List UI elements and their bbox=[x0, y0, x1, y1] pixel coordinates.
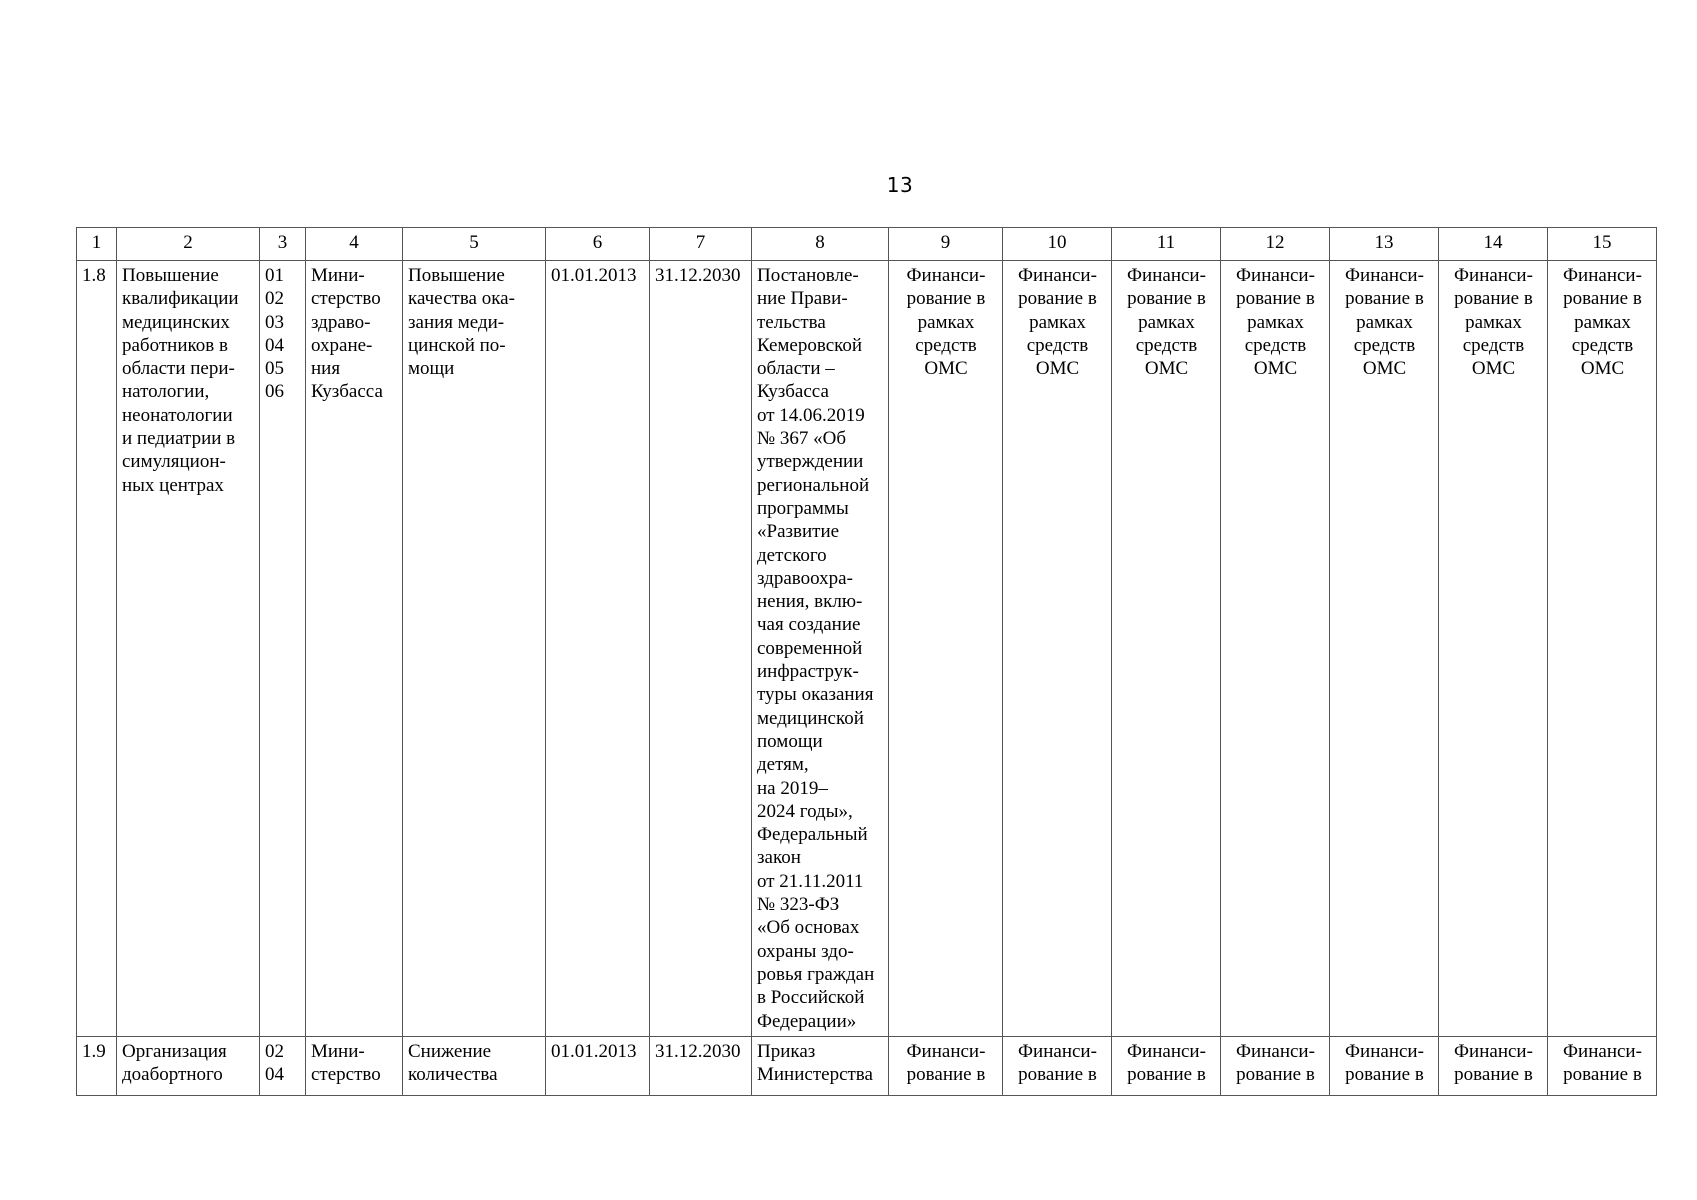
item-number: 1.9 bbox=[77, 1036, 117, 1095]
text-line: области – bbox=[757, 358, 835, 380]
item-funding-col14 bbox=[1439, 1036, 1548, 1095]
column-number: 8 bbox=[752, 228, 889, 261]
text-line: рование в bbox=[1454, 1064, 1533, 1086]
item-start-date: 01.01.2013 bbox=[546, 261, 650, 1037]
text-line: Мини- bbox=[311, 1040, 365, 1062]
text-line: Финанси- bbox=[1018, 1040, 1097, 1062]
column-number: 13 bbox=[1330, 228, 1439, 261]
text-line: чая создание bbox=[757, 614, 861, 636]
item-funding-col15 bbox=[1548, 261, 1657, 1037]
text-line: Снижение bbox=[408, 1040, 492, 1062]
text-line: рование в bbox=[1236, 1064, 1315, 1086]
text-line: Финанси- bbox=[906, 265, 986, 286]
item-codes bbox=[260, 1036, 306, 1095]
text-line: 01 bbox=[265, 265, 284, 286]
text-line: Постановле- bbox=[757, 265, 859, 286]
text-line: рование в bbox=[1454, 288, 1533, 310]
text-line: Финанси- bbox=[1127, 1040, 1206, 1062]
text-line: стерство bbox=[311, 288, 381, 310]
text-line: Федеральный bbox=[757, 824, 868, 846]
text-line: Повышение bbox=[122, 265, 219, 286]
text-line: ОМС bbox=[1362, 358, 1407, 380]
item-funding-col13 bbox=[1330, 1036, 1439, 1095]
text-line: 04 bbox=[265, 1064, 284, 1086]
text-line: программы bbox=[757, 497, 849, 519]
column-number: 14 bbox=[1439, 228, 1548, 261]
item-codes bbox=[260, 261, 306, 1037]
text-line: рование в bbox=[1563, 1064, 1642, 1086]
text-line: 04 bbox=[265, 334, 284, 356]
text-line: доабортного bbox=[122, 1064, 223, 1086]
column-number: 6 bbox=[546, 228, 650, 261]
text-line: 02 bbox=[265, 288, 284, 310]
text-line: № 367 «Об bbox=[757, 428, 847, 450]
text-line: неонатологии bbox=[122, 404, 233, 426]
column-number: 10 bbox=[1003, 228, 1112, 261]
column-number: 1 bbox=[77, 228, 117, 261]
text-line: Кузбасса bbox=[311, 381, 383, 403]
text-line: «Развитие bbox=[757, 521, 840, 543]
table-row bbox=[77, 261, 1657, 1037]
text-line: Кемеровской bbox=[757, 334, 863, 356]
column-number: 15 bbox=[1548, 228, 1657, 261]
text-line: рамках bbox=[1029, 311, 1086, 333]
text-line: рамках bbox=[1356, 311, 1413, 333]
column-number: 2 bbox=[117, 228, 260, 261]
text-line: тельства bbox=[757, 311, 826, 333]
item-funding-col12 bbox=[1221, 261, 1330, 1037]
item-funding-col11 bbox=[1112, 261, 1221, 1037]
item-funding-col11 bbox=[1112, 1036, 1221, 1095]
text-line: Организация bbox=[122, 1040, 227, 1062]
text-line: детям, bbox=[757, 754, 809, 776]
item-funding-col15 bbox=[1548, 1036, 1657, 1095]
item-legal-basis bbox=[752, 1036, 889, 1095]
text-line: качества ока- bbox=[408, 288, 515, 310]
text-line: средств bbox=[1135, 334, 1198, 356]
text-line: рамках bbox=[917, 311, 975, 333]
text-line: региональной bbox=[757, 474, 870, 496]
item-end-date: 31.12.2030 bbox=[650, 1036, 752, 1095]
text-line: квалификации bbox=[122, 288, 239, 310]
item-funding-col12 bbox=[1221, 1036, 1330, 1095]
item-funding-col9 bbox=[889, 261, 1003, 1037]
column-number: 9 bbox=[889, 228, 1003, 261]
text-line: ОМС bbox=[1580, 358, 1625, 380]
text-line: 02 bbox=[265, 1040, 284, 1062]
text-line: средств bbox=[915, 334, 977, 356]
text-line: средств bbox=[1353, 334, 1416, 356]
text-line: Министерства bbox=[757, 1064, 873, 1086]
text-line: на 2019– bbox=[757, 777, 828, 799]
text-line: рование в bbox=[1345, 288, 1424, 310]
text-line: Финанси- bbox=[1018, 265, 1097, 286]
text-line: охраны здо- bbox=[757, 940, 854, 962]
text-line: зания меди- bbox=[408, 311, 505, 333]
text-line: Финанси- bbox=[1127, 265, 1206, 286]
item-funding-col14 bbox=[1439, 261, 1548, 1037]
text-line: № 323-ФЗ bbox=[757, 894, 840, 916]
text-line: рование в bbox=[906, 288, 986, 310]
text-line: работников в bbox=[122, 334, 228, 356]
text-line: Финанси- bbox=[1563, 265, 1642, 286]
text-line: ОМС bbox=[1144, 358, 1189, 380]
text-line: рование в bbox=[1236, 288, 1315, 310]
item-executor bbox=[306, 1036, 403, 1095]
text-line: здравоохра- bbox=[757, 567, 853, 589]
item-expected-result bbox=[403, 261, 546, 1037]
text-line: ровья граждан bbox=[757, 963, 875, 985]
item-funding-col10 bbox=[1003, 1036, 1112, 1095]
text-line: ОМС bbox=[1035, 358, 1080, 380]
text-line: натологии, bbox=[122, 381, 210, 403]
text-line: «Об основах bbox=[757, 917, 860, 939]
text-line: от 14.06.2019 bbox=[757, 404, 865, 426]
text-line: Финанси- bbox=[1345, 1040, 1424, 1062]
text-line: стерство bbox=[311, 1064, 381, 1086]
page-number: 13 bbox=[886, 173, 914, 197]
text-line: Финанси- bbox=[1236, 265, 1315, 286]
text-line: медицинских bbox=[122, 311, 230, 333]
item-funding-col10 bbox=[1003, 261, 1112, 1037]
column-number: 5 bbox=[403, 228, 546, 261]
text-line: области пери- bbox=[122, 358, 235, 380]
text-line: 2024 годы», bbox=[757, 800, 853, 822]
text-line: 05 bbox=[265, 358, 284, 380]
text-line: рамках bbox=[1574, 311, 1631, 333]
text-line: современной bbox=[757, 637, 863, 659]
text-line: ния bbox=[311, 358, 341, 380]
text-line: рование в bbox=[1127, 288, 1206, 310]
text-line: Финанси- bbox=[1345, 265, 1424, 286]
item-end-date: 31.12.2030 bbox=[650, 261, 752, 1037]
text-line: Кузбасса bbox=[757, 381, 829, 403]
column-number-row bbox=[77, 228, 1657, 261]
text-line: цинской по- bbox=[408, 334, 506, 356]
column-number: 7 bbox=[650, 228, 752, 261]
text-line: рование в bbox=[1018, 1064, 1097, 1086]
item-legal-basis bbox=[752, 261, 889, 1037]
item-name bbox=[117, 1036, 260, 1095]
text-line: охране- bbox=[311, 334, 373, 356]
text-line: детского bbox=[757, 544, 827, 566]
text-line: помощи bbox=[757, 730, 823, 752]
text-line: и педиатрии в bbox=[122, 428, 236, 450]
program-table bbox=[76, 227, 1657, 1096]
text-line: средств bbox=[1244, 334, 1307, 356]
item-funding-col9 bbox=[889, 1036, 1003, 1095]
text-line: рамках bbox=[1138, 311, 1195, 333]
text-line: инфраструк- bbox=[757, 661, 859, 683]
text-line: Финанси- bbox=[1454, 1040, 1533, 1062]
text-line: рование в bbox=[1563, 288, 1642, 310]
text-line: Повышение bbox=[408, 265, 505, 286]
text-line: мощи bbox=[408, 358, 455, 380]
text-line: ние Прави- bbox=[757, 288, 848, 310]
text-line: ОМС bbox=[924, 358, 968, 380]
text-line: 06 bbox=[265, 381, 284, 403]
item-funding-col13 bbox=[1330, 261, 1439, 1037]
text-line: рамках bbox=[1465, 311, 1522, 333]
text-line: Приказ bbox=[757, 1040, 816, 1062]
text-line: от 21.11.2011 bbox=[757, 870, 864, 892]
text-line: туры оказания bbox=[757, 684, 874, 706]
text-line: Финанси- bbox=[1236, 1040, 1315, 1062]
text-line: симуляцион- bbox=[122, 451, 226, 473]
text-line: рование в bbox=[1127, 1064, 1206, 1086]
column-number: 12 bbox=[1221, 228, 1330, 261]
item-executor bbox=[306, 261, 403, 1037]
text-line: в Российской bbox=[757, 987, 865, 1009]
column-number: 11 bbox=[1112, 228, 1221, 261]
text-line: Финанси- bbox=[1454, 265, 1533, 286]
text-line: Федерации» bbox=[757, 1010, 857, 1032]
text-line: рование в bbox=[1018, 288, 1097, 310]
item-number: 1.8 bbox=[77, 261, 117, 1037]
item-name bbox=[117, 261, 260, 1037]
item-start-date: 01.01.2013 bbox=[546, 1036, 650, 1095]
text-line: ных центрах bbox=[122, 474, 224, 496]
text-line: ОМС bbox=[1471, 358, 1516, 380]
column-number: 4 bbox=[306, 228, 403, 261]
text-line: рамках bbox=[1247, 311, 1304, 333]
text-line: закон bbox=[757, 847, 801, 869]
text-line: медицинской bbox=[757, 707, 864, 729]
text-line: рование в bbox=[906, 1064, 986, 1086]
text-line: Мини- bbox=[311, 265, 365, 286]
text-line: рование в bbox=[1345, 1064, 1424, 1086]
text-line: 03 bbox=[265, 311, 284, 333]
table-row bbox=[77, 1036, 1657, 1095]
text-line: ОМС bbox=[1253, 358, 1298, 380]
text-line: средств bbox=[1462, 334, 1525, 356]
text-line: утверждении bbox=[757, 451, 864, 473]
text-line: здраво- bbox=[311, 311, 371, 333]
item-expected-result bbox=[403, 1036, 546, 1095]
text-line: Финанси- bbox=[906, 1040, 986, 1062]
text-line: количества bbox=[408, 1064, 498, 1086]
text-line: средств bbox=[1026, 334, 1089, 356]
text-line: средств bbox=[1571, 334, 1634, 356]
text-line: нения, вклю- bbox=[757, 591, 863, 613]
text-line: Финанси- bbox=[1563, 1040, 1642, 1062]
column-number: 3 bbox=[260, 228, 306, 261]
